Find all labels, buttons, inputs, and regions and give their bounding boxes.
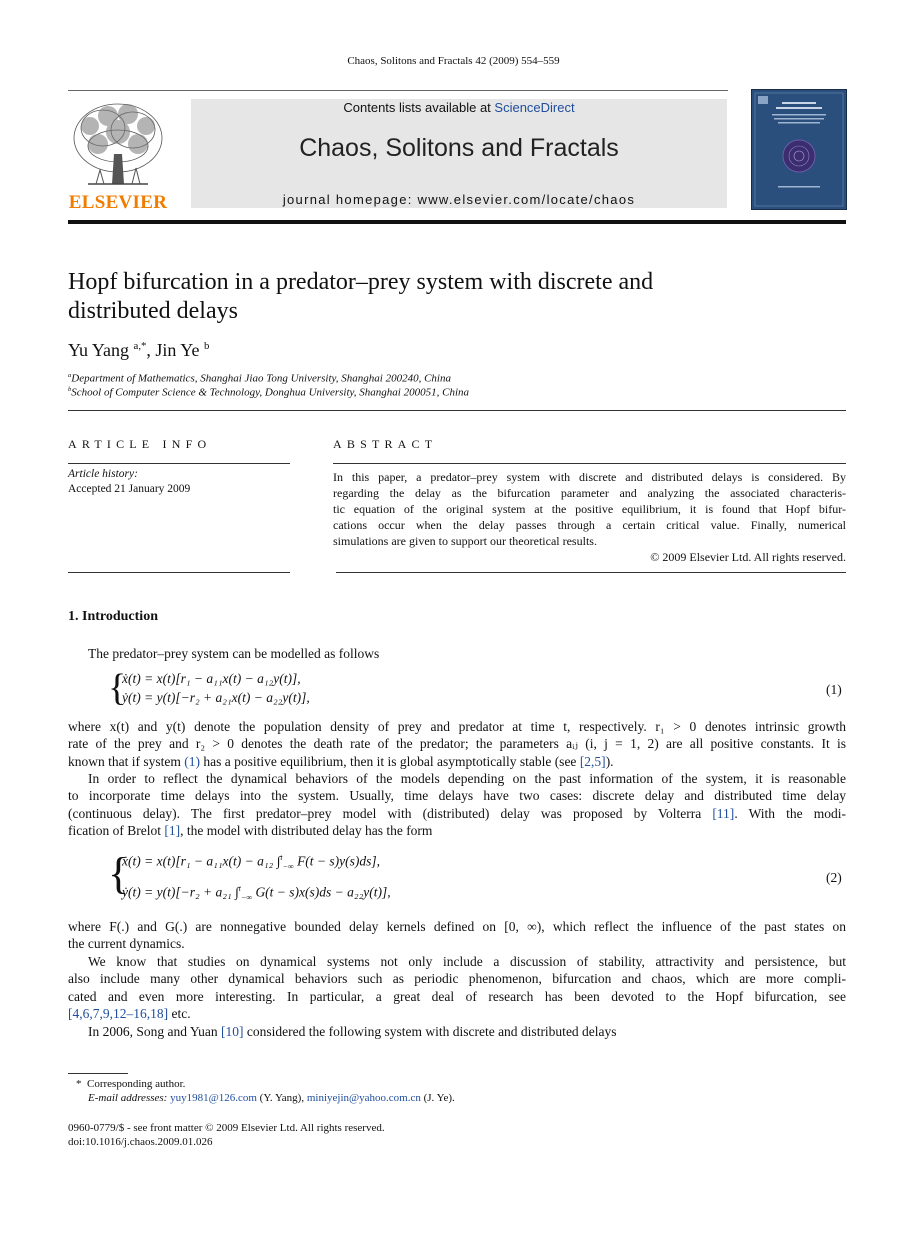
text-span: . With the modi- [734,805,846,821]
article-title-line-1: Hopf bifurcation in a predator–prey system with discrete and [68,269,654,295]
equation-1-line-1: ẋ(t) = x(t)[r₁ − a₁₁x(t) − a₁₂y(t)], [122,671,301,686]
author-affil-marker[interactable]: a,* [133,340,147,352]
article-title [68,268,828,326]
paragraph: The predator–prey system can be modelled as follows [88,646,380,661]
affiliation-marker: b [68,386,72,393]
contents-line [191,100,727,115]
paragraph [88,1023,617,1040]
abstract-line: tic equation of the original system at the positive equilibrium, it is found that Hopf bifur- [333,502,846,516]
equation-part: ẏ(t) = y(t)[−r₂ + a₂₁ [122,884,236,900]
text-span: (continuous delay). The first predator–prey model with (distributed) delay was proposed by Volterra [68,805,713,821]
citation-link[interactable]: [11] [712,805,735,821]
citation-link[interactable]: [4,6,7,9,12–16,18] [68,1005,169,1021]
title-divider [68,410,846,411]
text-line: We know that studies on dynamical systems not only include a discussion of stability, attractivity and persistence, but [88,954,846,969]
text-line [68,1005,846,1022]
header-top-rule [68,90,728,91]
text-span: fication of Brelot [68,822,165,838]
equation-brace: { [108,667,127,709]
equation-ref-link[interactable]: (1) [184,753,200,769]
text-line [68,753,846,770]
footnote-emails [88,1092,455,1104]
text-line: where x(t) and y(t) denote the population density of prey and predator at time t, respectively. r₁ > 0 denotes intrinsic growth [68,719,846,734]
text-span: etc. [168,1005,191,1021]
citation-link[interactable]: [2,5] [579,753,606,769]
affiliation-text: School of Computer Science & Technology, Donghua University, Shanghai 200051, China [71,386,469,399]
email-link[interactable]: yuy1981@126.com [170,1092,257,1104]
equation-part: F(t − s)y(s)ds], [297,853,381,869]
integral-symbol: ∫ [276,853,281,869]
article-title-line-2: distributed delays [68,298,238,324]
affiliation-b [68,386,469,399]
article-info-heading: ARTICLE INFO [68,437,212,451]
equation-2-line-2 [122,884,391,902]
abstract-heading: ABSTRACT [333,437,438,451]
footnote-text: Corresponding author. [87,1078,186,1090]
integral-symbol: ∫ [235,884,239,900]
text-line: to incorporate time delays into the system. Usually, time delays have two cases: discrete delay and distributed time delay [68,788,846,804]
author-separator: , [146,340,156,360]
author-name: Yu Yang [68,340,130,360]
text-line: also include many other dynamical behaviors such as periodic phenomenon, bifurcation and chaos, which are more compli- [68,971,846,987]
citation-link[interactable]: [1] [164,822,181,838]
issn-line: 0960-0779/$ - see front matter © 2009 Elsevier Ltd. All rights reserved. [68,1122,385,1134]
affiliation-text: Department of Mathematics, Shanghai Jiao Tong University, Shanghai 200240, China [71,372,451,385]
abstract-line: simulations are given to support our theoretical results. [333,534,597,548]
text-span: In 2006, Song and Yuan [88,1024,221,1039]
equation-number: (2) [826,870,842,885]
text-line [68,805,846,822]
text-line: rate of the prey and r₂ > 0 denotes the death rate of the predator; the parameters aᵢⱼ (i, j = 1, 2) are all positive constants. It is [68,736,846,752]
equation-2-line-1 [122,853,380,871]
footnote-rule [68,1073,128,1074]
equation-brace: { [108,849,130,898]
journal-cover-image [751,89,847,210]
equation-part: ẋ(t) = x(t)[r₁ − a₁₁x(t) − a₁₂ [122,853,277,869]
article-info-bottom-rule [68,572,290,573]
abstract-line: regarding the delay as the bifurcation parameter and analyzing the associated characteris- [333,486,846,500]
abstract-bottom-rule [336,572,846,573]
text-span: , the model with distributed delay has the form [180,822,433,838]
article-info-rule [68,463,290,464]
text-span: considered the following system with discrete and distributed delays [243,1024,617,1039]
text-line: where F(.) and G(.) are nonnegative bounded delay kernels defined on [0, ∞), which reflect the influence of the past states on [68,919,846,934]
footnote-marker: * [76,1078,82,1090]
integral-upper-limit: t [280,853,283,862]
text-line: cated and even more interesting. In particular, a great deal of research has been devoted to the Hopf bifurcation, see [68,988,846,1004]
journal-citation: Chaos, Solitons and Fractals 42 (2009) 554–559 [347,55,560,67]
abstract-copyright: © 2009 Elsevier Ltd. All rights reserved. [650,550,846,564]
contents-prefix: Contents lists available at [343,100,495,115]
journal-homepage[interactable]: journal homepage: www.elsevier.com/locate/chaos [282,192,636,207]
doi-line[interactable]: doi:10.1016/j.chaos.2009.01.026 [68,1136,213,1148]
text-span: known that if system [68,753,185,769]
email-owner: (Y. Yang), [256,1092,307,1104]
text-line: the current dynamics. [68,936,185,952]
paragraph [68,770,846,839]
author-list [68,340,209,361]
text-line: In order to reflect the dynamical behaviors of the models depending on the past information of the system, it is reasonable [88,771,846,786]
integral-lower-limit: −∞ [240,893,253,903]
abstract-rule [333,463,846,464]
equation-number: (1) [826,682,842,697]
email-label: E-mail addresses: [88,1092,171,1104]
publisher-name: ELSEVIER [68,192,168,213]
paragraph [68,718,846,770]
affiliation-marker: a [68,372,72,379]
text-span: has a positive equilibrium, then it is global asymptotically stable (see [200,753,580,769]
citation-link[interactable]: [10] [221,1024,244,1039]
section-heading-introduction: 1. Introduction [68,609,158,624]
integral-upper-limit: t [238,884,241,893]
journal-name: Chaos, Solitons and Fractals [299,134,619,162]
article-history-value: Accepted 21 January 2009 [68,483,191,495]
paragraph [68,918,846,953]
sciencedirect-link[interactable]: ScienceDirect [494,100,575,115]
abstract-line: In this paper, a predator–prey system with discrete and distributed delays is considered. By [333,470,846,484]
affiliation-a [68,372,451,385]
author-affil-marker[interactable]: b [203,340,210,352]
equation-1-line-2: ẏ(t) = y(t)[−r₂ + a₂₁x(t) − a₂₂y(t)], [122,690,310,705]
paragraph [68,953,846,1022]
integral-lower-limit: −∞ [282,862,294,872]
abstract-line: cations occur when the delay passes through a certain critical value. Finally, numerical [333,518,846,532]
email-owner: (J. Ye). [420,1092,455,1104]
abstract-body [333,469,846,565]
author-name: Jin Ye [155,340,200,360]
article-history-label: Article history: [68,468,138,480]
email-link[interactable]: miniyejin@yahoo.com.cn [306,1092,421,1104]
equation-part: G(t − s)x(s)ds − a₂₂y(t)], [255,884,391,900]
text-line [68,822,846,839]
header-bottom-rule [68,220,846,224]
text-span: ). [605,753,614,769]
footnote-corresponding [76,1078,185,1090]
